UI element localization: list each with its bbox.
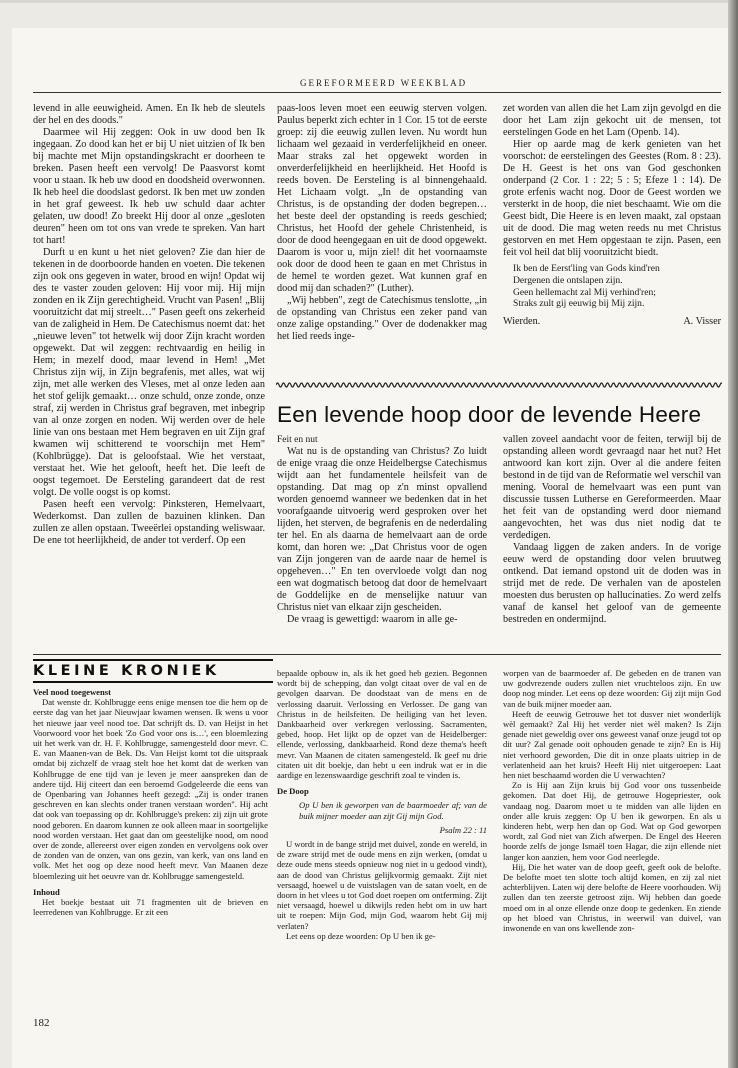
paragraph: vallen zoveel aandacht voor de feiten, terwijl bij de opstanding alleen wordt gevraagd naar het nut? Het antwoord kan kort zijn. Over al die andere feiten bestond in de tijd van de Reformatie wel verschil van mening. Vooral de hemelvaart was een punt van discussie tussen Lutherse en Gereformeerden. Maar het feit van de opstanding werd door niemand aangevochten, het was dus niet nodig dat te verdedigen. xyxy=(503,434,721,541)
poem-line: Geen hellemacht zal Mij verhind'ren; xyxy=(513,286,656,298)
paragraph: „Wij hebben", zegt de Catechismus tenslotte, „in de opstanding van Christus een zeker pand van onze zalige opstanding." Over de dodenakker mag het lied reeds inge- xyxy=(277,295,487,342)
paragraph: Zo is Hij aan Zijn kruis bij God voor ons tussenbeide gekomen. Dat doet Hij, de getrouwe Hogepriester, ook vandaag nog. Daarom moet u te midden van alle lijden en onder alle kruis zeggen: Op U ben ik geworpen. En als u kinderen hebt, werp hen dan op God. Wat op God geworpen wordt, zal God niet van Zich afwerpen. De Engel des Heeren hoorde zelfs de jonge Ismaël toen Hagar, die zijn ellende niet langer kon aanzien, hem voor God neerlegde. xyxy=(503,780,721,862)
kroniek-subhead: Veel nood toegewenst xyxy=(33,687,111,697)
article-headline: Een levende hoop door de levende Heere xyxy=(277,402,702,427)
wavy-divider xyxy=(276,380,722,390)
paragraph: bepaalde opbouw in, als ik het goed heb gezien. Begonnen wordt bij de schepping, dan volgt citaat over de val en de gevolgen daarvan. De doodstaat van de mens en de verlossing daaruit. Verlossing en Verlosser. De gang van Christus in de heilsfeiten. De heiliging van het leven. Dankbaarheid over verkregen verlossing. Sacramenten, gebed, hoop. Het lijkt op de opzet van de Heidelberger: ellende, verlossing, dankbaarheid. Rond deze thema's heeft mevr. Van Maanen de citaten samengesteld. Ik geef nu drie citaten uit dit boekje, dan hebt u een indruk wat er in die aardige en lezenswaardige geschrift zoal te vinden is. xyxy=(277,668,487,781)
paragraph: Let eens op deze woorden: Op U ben ik ge- xyxy=(286,930,436,941)
paragraph: Wat nu is de opstanding van Christus? Zo luidt de enige vraag die onze Heidelbergse Catechismus wijdt aan het fundamentele heilsfeit van de opstanding. Dat mag op z'n minst opvallend worden genoemd wanneer we bedenken dat in het voorafgaande uitvoerig werd gesproken over het lijden, het sterven, de begrafenis en de nederdaling ter hel. En als daarna de hemelvaart aan de orde komt, dan horen we: „Dat Christus voor de ogen van Zijn jongeren van de aarde naar de hemel is opgeheven…" En ten overvloede volgt dan nog een wat dogmatisch betoog dat door de hemelvaart de Goddelijke en de menselijke natuur van Christus niet van elkaar zijn gescheiden. xyxy=(277,446,487,613)
header-rule xyxy=(33,92,721,93)
paragraph: Dat wenste dr. Kohlbrugge eens enige mensen toe die hem op de eerste dag van het jaar Nieuwjaar kwamen wensen. Ik wens u voor het nieuwe jaar veel nood toe. Dat schrijft ds. D. van Heijst in het Voorwoord voor het boek 'Zo God voor ons is…', een bloemlezing uit het werk van dr. H. F. Kohlbrugge, samengesteld door mevr. C. E. van Maanen-van de Bek. Ds. Van Heijst komt tot die uitspraak omdat bij zichzelf de vraag stelt hoe het komt dat de werken van Kohlbrugge de ene tijd van je leven je meer aanspreken dan de andere tijd. Hij citeert dan een beroemd Godgeleerde die eens van de Openbaring van Johannes heeft gezegd: „Zij is onder tranen geschreven en kan slechts onder tranen verstaan worden". Hij acht dat ook van toepassing op dr. Kohlbrugge's preken: zij zijn uit grote nood geboren. En daarom kunnen ze ook alleen maar in soortgelijke nood worden verstaan. Het gaat dan om geestelijke nood, om nood over de zonde, allereerst over eigen zonden en vervolgens ook over de zonden van de onzen, van ons gezin, van kerk, van ons land en volk. Met het oog op deze nood heeft mevr. Van Maanen deze bloemlezing uit het oeuvre van dr. Kohlbrugge samengesteld. xyxy=(33,697,268,881)
paragraph: Hij, Die het water van de doop geeft, geeft ook de belofte. De belofte moet ten slotte toch altijd komen, en zij zal niet achterblijven. Laten wij dere belofte de Heere voorhouden. Wij zullen dan ten zeerste getroost zijn. Wij hebben dan goede moed om in al onze ellende onze doop te gedenken. En ziende op het bloed van Christus, in weerwil van duivel, van inwonende en van ons kwellende zon- xyxy=(503,861,721,934)
paragraph: Vandaag liggen de zaken anders. In de vorige eeuw werd de opstanding door velen bruutweg ontkend. Dat iemand opstond uit de doden was in strijd met de rede. De verhalen van de apostelen moesten dus berusten op hallucinaties. Zo werd zelfs vanaf de kansel het geloof van de gemeente bestreden en ondermijnd. xyxy=(503,542,721,625)
column-2 xyxy=(277,103,487,371)
kroniek-column-1 xyxy=(33,684,268,1006)
poem xyxy=(513,263,721,310)
paragraph: Het boekje bestaat uit 71 fragmenten uit de brieven en leerredenen van Kohlbrugge. Er zit een xyxy=(33,897,268,918)
paragraph: paas-loos leven moet een eeuwig sterven volgen. Paulus beperkt zich echter in 1 Cor. 15 tot de eerste groep: zij die eeuwig zullen leven. Nu wordt hun lichaam wel gezaaid in verderfelijkheid en oneer. Maar straks zal het opgewekt worden in onverderfelijkheid en heerlijkheid. Het Hoofd is reeds boven. De Eersteling is al binnengehaald. Het Lichaam volgt. „In de opstanding van Christus, is de opstanding der doden begrepen… het beste deel der opstanding is reeds geschied; Christus, het Hoofd der gehele Christenheid, is door de dood heengegaan en uit de dood opgewekt. Daarom is voor u, mijn ziel! dit het voornaamste ook door de dood heen te gaan en met Christus in de hemel te worden gezet. Wat kunnen graf en dood mij dan schaden?" (Luther). xyxy=(277,103,487,294)
paragraph: zet worden van allen die het Lam zijn gevolgd en die door het Lam zijn gekocht uit de mensen, tot eerstelingen Gode en het Lam (Openb. 14). xyxy=(503,103,721,138)
poem-line: Dergenen die ontslapen zijn. xyxy=(513,274,623,286)
poem-line: Straks zult gij eeuwig bij Mij zijn. xyxy=(513,298,645,310)
signature-author: A. Visser xyxy=(683,316,721,328)
scan-top-edge xyxy=(0,0,738,3)
paragraph: Heeft de eeuwig Getrouwe het tot dusver niet wonderlijk wèl gemaakt? Zal Hij het verder niet wèl maken? Is Zijn genade niet geweldig over ons geweest vanaf onze jeugd tot op dit uur? Zal genade ooit ophouden genade te zijn? En is Hij niet verhoord geworden, Die dit in onze plaats uitriep in de verlatenheid aan het kruis? Heeft Hij niet uitgeroepen: Laat hen niet beschaamd worden die U verwachten? xyxy=(503,708,721,781)
column-3 xyxy=(503,103,721,375)
paragraph: Pasen heeft een vervolg: Pinksteren, Hemelvaart, Wederkomst. Dan zullen de bazuinen klinken. Dan zullen ze allen opstaan. Tweeërlei opstanding weliswaar. De ene tot heerlijkheid, de ander tot verderf. Op een xyxy=(33,499,265,546)
article-subhead: Feit en nut xyxy=(277,435,318,445)
kroniek-subhead: Inhoud xyxy=(33,886,60,897)
signature-place: Wierden. xyxy=(503,316,541,328)
article-column-a xyxy=(277,434,487,646)
paragraph: Daarmee wil Hij zeggen: Ook in uw dood ben Ik ingegaan. Zo dood kan het er bij U niet uitzien of Ik ben bij machte met Mijn opstandingskracht er doorheen te breken. Pasen heeft een vervolg! De Paasvorst komt voor u staan. Ik heb uw dood en doodsheid overwonnen. Ik heb heel die doodslast gedorst. Ik ben met uw zonden in het graf geweest. Ik heb uw schuld daar achter gelaten, uw dood! Zo breekt Hij door al onze „gesloten deuren" heen om tot ons van vrede te spreken. Van hart tot hart! xyxy=(33,127,265,246)
paragraph: De vraag is gewettigd: waarom in alle ge- xyxy=(287,614,458,625)
quote-reference: Psalm 22 : 11 xyxy=(439,824,487,835)
kroniek-subhead: De Doop xyxy=(277,786,309,797)
kroniek-column-2 xyxy=(277,668,487,1008)
paragraph: Hier op aarde mag de kerk genieten van het voorschot: de eerstelingen des Geestes (Rom. 8 : 23). De H. Geest is het ons van God geschonken onderpand (2 Cor. 1 : 22; 5 : 5; Efeze 1 : 14). De grote erfenis wacht nog. Door de Geest worden we versterkt in de hoop, die niet beschaamt. Wie om die Geest bidt, Die Heere is en leven maakt, zal opstaan uit de dood. Die mag weten reeds nu met Christus gestorven en met Hem opgestaan te zijn. Pasen, een feit vol heil dat blij vooruitzicht biedt. xyxy=(503,139,721,258)
article-column-b xyxy=(503,434,721,646)
kroniek-column-3 xyxy=(503,668,721,1008)
column-1 xyxy=(33,103,265,651)
paragraph: Durft u en kunt u het niet geloven? Zie dan hier de tekenen in de doorboorde handen en voeten. Die tekenen zijn ook ons gegeven in water, brood en wijn! Opdat wij des te vaster zouden geloven: Hij voor mij. Hij mijn zonden en ik Zijn gerechtigheid. Vrucht van Pasen! „Blij vooruitzicht dat mij streelt…" Pasen geeft ons zekerheid van de zaligheid in Hem. De Catechismus noemt dat: het „nieuwe leven" tot hetwelk wij door Zijn kracht worden opgewekt. Dat wil zeggen: rechtvaardig en heilig in Hem; in mezelf dood, maar levend in Hem! „Met Christus zijn wij, in Zijn begrafenis, met alles, wat wij zijn, met alle werken des Vleses, met al onze leden aan het stof gelijk gemaakt… onze schuld, onze zonde, onze straf, zij werden in Christus graf begraven, met inbegrip van al onze zorgen en noden. Wij werden over de hele linie van ons bestaan met Hem begraven en uit Zijn graf kwamen wij schitterend te voorschijn met Hem" (Kohlbrügge). Dat is geloofstaal. Wie het verstaat, verstaat het. Wie het gelooft, heeft het. Die leeft de oogst tegemoet. De Eersteling garandeert dat de rest volgt. De volle oogst is op komst. xyxy=(33,247,265,498)
paragraph: worpen van de baarmoeder af. De gebeden en de tranen van uw godvrezende ouders zullen niet vruchteloos zijn. En uw doop nog minder. Let eens op deze woorden: Gij zijt mijn God van de buik mijner moeder aan. xyxy=(503,668,721,709)
section-rule xyxy=(33,654,721,655)
poem-line: Ik ben de Eerst'ling van Gods kind'ren xyxy=(513,263,660,274)
scan-right-edge xyxy=(728,0,738,1068)
paragraph: levend in alle eeuwigheid. Amen. En Ik heb de sleutels der hel en des doods." xyxy=(33,103,265,126)
signature xyxy=(503,316,721,328)
page-number: 182 xyxy=(33,1017,50,1029)
kroniek-title: KLEINE KRONIEK xyxy=(33,663,220,679)
quote: Op U ben ik geworpen van de baarmoeder af; van de buik mijner moeder aan zijt Gij mijn God. xyxy=(299,800,487,821)
running-head: GEREFORMEERD WEEKBLAD xyxy=(300,78,468,88)
paragraph: U wordt in de bange strijd met duivel, zonde en wereld, in de zware strijd met de oude mens en zijn werken, (omdat u deze oude mens steeds opnieuw nog niet in u gedood vindt), aan de dood van Christus gelijkvormig gemaakt. Zijt niet versaagd, hoewel u de vuistslagen van de satan voelt, en de doorn in het vlees u tot God doet roepen om ontferming. Zijt niet versaagd, hoewel u dikwijls reden hebt om in uw hart uit te roepen: Mijn God, mijn God, waarom hebt Gij mij verlaten? xyxy=(277,839,487,931)
